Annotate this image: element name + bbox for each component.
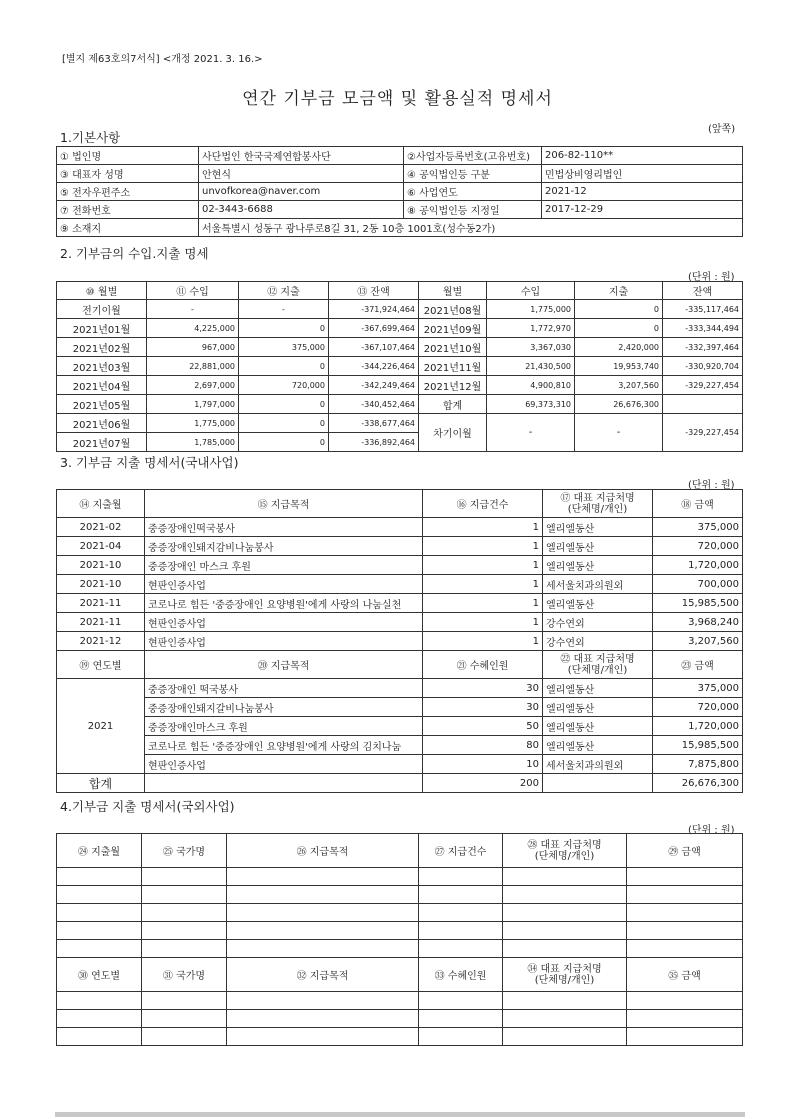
table-row: [57, 717, 743, 736]
table-row: [57, 698, 743, 717]
month-cell: 2021-11: [57, 594, 145, 613]
income-cell: 3,367,030: [487, 338, 575, 357]
purpose-cell: 중증장애인 떡국봉사: [145, 679, 423, 698]
empty-cell: [142, 992, 227, 1010]
table-row: [57, 679, 743, 698]
empty-cell: [419, 940, 503, 958]
empty-cell: [419, 1010, 503, 1028]
purpose-cell: 중증장애인돼지갈비나눔봉사: [145, 698, 423, 717]
balance-cell: -332,397,464: [663, 338, 743, 357]
header-line: ㉞ 대표 지급처명: [527, 963, 602, 975]
amount-cell: 700,000: [653, 575, 743, 594]
column-header: ㉜ 지급목적: [227, 958, 419, 992]
page-side-label: (앞쪽): [708, 124, 736, 135]
empty-cell: [419, 904, 503, 922]
field-label: ⑨ 소재지: [57, 219, 199, 237]
expense-cell: 0: [239, 395, 329, 414]
table-row: [57, 922, 743, 940]
empty-cell: [227, 992, 419, 1010]
amount-cell: 1,720,000: [653, 556, 743, 575]
field-label: ⑧ 공익법인등 지정일: [404, 201, 542, 219]
field-label: ④ 공익법인등 구분: [404, 165, 542, 183]
field-label: ⑤ 전자우편주소: [57, 183, 199, 201]
field-value: 02-3443-6688: [199, 201, 404, 219]
amount-cell: 3,207,560: [653, 632, 743, 651]
table-row: [57, 958, 743, 992]
field-value: 서울특별시 성동구 광나루로8길 31, 2동 10층 1001호(성수동2가): [199, 219, 743, 237]
empty-cell: [57, 992, 142, 1010]
field-value: 2017-12-29: [542, 201, 743, 219]
column-header: ㉙ 금액: [627, 834, 743, 868]
month-cell: 2021년04월: [57, 376, 147, 395]
amount-cell: 720,000: [653, 537, 743, 556]
purpose-cell: 현판인증사업: [145, 755, 423, 774]
purpose-cell: 코로나로 힘든 '중증장애인 요양병원'에게 사랑의 나눔실천: [145, 594, 423, 613]
domestic-expense-table: [56, 489, 743, 793]
income-cell: 1,775,000: [487, 300, 575, 319]
count-cell: 1: [423, 632, 543, 651]
total-recipient: [543, 774, 653, 793]
recipient-cell: 엘리엘동산: [543, 518, 653, 537]
field-value: 안현식: [199, 165, 404, 183]
field-value: 206-82-110**: [542, 147, 743, 165]
column-header: ⑪ 수입: [147, 282, 239, 300]
balance-cell: -342,249,464: [329, 376, 419, 395]
expense-cell: 3,207,560: [575, 376, 663, 395]
header-line: (단체명/개인): [567, 503, 628, 515]
empty-cell: [57, 886, 142, 904]
empty-cell: [142, 886, 227, 904]
table-row: [57, 338, 743, 357]
expense-cell: 26,676,300: [575, 395, 663, 414]
carry-over-expense: -: [575, 414, 663, 452]
recipient-cell: 강수연외: [543, 613, 653, 632]
income-cell: 1,797,000: [147, 395, 239, 414]
table-row: [57, 613, 743, 632]
column-header: ⑳ 지급목적: [145, 651, 423, 679]
balance-cell: -367,107,464: [329, 338, 419, 357]
month-cell: 2021년11월: [419, 357, 487, 376]
empty-cell: [627, 1028, 743, 1046]
expense-cell: 19,953,740: [575, 357, 663, 376]
expense-cell: -: [239, 300, 329, 319]
scan-edge: [55, 1112, 745, 1117]
form-number: [별지 제63호의7서식] <개정 2021. 3. 16.>: [62, 54, 263, 65]
income-cell: 967,000: [147, 338, 239, 357]
empty-cell: [503, 868, 627, 886]
amount-cell: 15,985,500: [653, 736, 743, 755]
expense-cell: 0: [239, 433, 329, 452]
empty-cell: [227, 1028, 419, 1046]
empty-cell: [57, 1010, 142, 1028]
balance-cell: -344,226,464: [329, 357, 419, 376]
balance-cell: -336,892,464: [329, 433, 419, 452]
field-value: 사단법인 한국국제연합봉사단: [199, 147, 404, 165]
month-cell: 2021년07월: [57, 433, 147, 452]
table-row: [57, 414, 743, 433]
balance-cell: -329,227,454: [663, 376, 743, 395]
total-label: 합계: [57, 774, 145, 793]
column-header: ㉔ 지출월: [57, 834, 142, 868]
empty-cell: [57, 922, 142, 940]
empty-cell: [503, 940, 627, 958]
balance-cell: -338,677,464: [329, 414, 419, 433]
table-row: [57, 834, 743, 868]
amount-cell: 1,720,000: [653, 717, 743, 736]
income-cell: -: [147, 300, 239, 319]
empty-cell: [57, 940, 142, 958]
column-header: ⑮ 지급목적: [145, 490, 423, 518]
table-row: [57, 736, 743, 755]
purpose-cell: 현판인증사업: [145, 575, 423, 594]
recipient-cell: 강수연외: [543, 632, 653, 651]
purpose-cell: 중증장애인 마스크 후원: [145, 556, 423, 575]
header-line: (단체명/개인): [534, 974, 595, 986]
year-cell: 2021: [57, 679, 145, 774]
table-row: [57, 632, 743, 651]
field-value: 민법상비영리법인: [542, 165, 743, 183]
empty-cell: [227, 1010, 419, 1028]
recipient-cell: 엘리엘동산: [543, 698, 653, 717]
count-cell: 1: [423, 613, 543, 632]
balance-cell: -333,344,494: [663, 319, 743, 338]
column-header: ⑭ 지출월: [57, 490, 145, 518]
month-cell: 2021년05월: [57, 395, 147, 414]
month-cell: 2021-11: [57, 613, 145, 632]
total-count: 200: [423, 774, 543, 793]
purpose-cell: 현판인증사업: [145, 632, 423, 651]
expense-cell: 0: [239, 319, 329, 338]
empty-cell: [503, 904, 627, 922]
purpose-cell: 현판인증사업: [145, 613, 423, 632]
recipient-cell: 엘리엘동산: [543, 717, 653, 736]
carry-over-balance: -329,227,454: [663, 414, 743, 452]
empty-cell: [627, 886, 743, 904]
empty-cell: [142, 1028, 227, 1046]
table-row: [57, 886, 743, 904]
empty-cell: [142, 904, 227, 922]
balance-cell: -330,920,704: [663, 357, 743, 376]
empty-cell: [419, 922, 503, 940]
table-row: [57, 395, 743, 414]
income-cell: 1,772,970: [487, 319, 575, 338]
field-value: 2021-12: [542, 183, 743, 201]
count-cell: 1: [423, 556, 543, 575]
month-cell: 2021년10월: [419, 338, 487, 357]
empty-cell: [227, 868, 419, 886]
amount-cell: 375,000: [653, 679, 743, 698]
table-row: [57, 282, 743, 300]
unit-label-s3: (단위 : 원): [688, 480, 735, 491]
table-row: [57, 904, 743, 922]
amount-cell: 375,000: [653, 518, 743, 537]
field-value: unvofkorea@naver.com: [199, 183, 404, 201]
expense-cell: 0: [575, 300, 663, 319]
balance-cell: -371,924,464: [329, 300, 419, 319]
table-row: [57, 1010, 743, 1028]
purpose-cell: 코로나로 힘든 '중증장애인 요양병원'에게 사랑의 김치나눔: [145, 736, 423, 755]
empty-cell: [503, 1028, 627, 1046]
month-cell: 2021년09월: [419, 319, 487, 338]
table-row: [57, 376, 743, 395]
count-cell: 1: [423, 594, 543, 613]
table-row: [57, 357, 743, 376]
table-row: [57, 490, 743, 518]
month-cell: 합계: [419, 395, 487, 414]
month-cell: 2021년08월: [419, 300, 487, 319]
empty-cell: [227, 922, 419, 940]
unit-label-s2: (단위 : 원): [688, 272, 735, 283]
month-cell: 2021-10: [57, 556, 145, 575]
empty-cell: [142, 922, 227, 940]
table-row: [57, 537, 743, 556]
month-cell: 2021년01월: [57, 319, 147, 338]
recipient-cell: 세서울치과의원외: [543, 575, 653, 594]
column-header: ⑫ 지출: [239, 282, 329, 300]
income-cell: 4,225,000: [147, 319, 239, 338]
month-cell: 2021-12: [57, 632, 145, 651]
column-header: ㉚ 연도별: [57, 958, 142, 992]
column-header: 월별: [419, 282, 487, 300]
field-label: ⑥ 사업연도: [404, 183, 542, 201]
table-row: [57, 755, 743, 774]
month-cell: 전기이월: [57, 300, 147, 319]
header-line: ㉒ 대표 지급처명: [560, 653, 635, 665]
empty-cell: [627, 868, 743, 886]
section4-title: 4.기부금 지출 명세서(국외사업): [60, 799, 235, 814]
empty-cell: [57, 904, 142, 922]
amount-cell: 15,985,500: [653, 594, 743, 613]
empty-cell: [503, 1010, 627, 1028]
month-cell: 2021년12월: [419, 376, 487, 395]
balance-cell: -367,699,464: [329, 319, 419, 338]
header-line: (단체명/개인): [534, 850, 595, 862]
income-cell: 2,697,000: [147, 376, 239, 395]
empty-cell: [627, 940, 743, 958]
column-header: ⑩ 월별: [57, 282, 147, 300]
table-row: [57, 575, 743, 594]
empty-cell: [503, 886, 627, 904]
empty-cell: [627, 992, 743, 1010]
empty-cell: [503, 922, 627, 940]
recipient-cell: 엘리엘동산: [543, 594, 653, 613]
overseas-expense-table: [56, 833, 743, 1046]
month-cell: 2021년02월: [57, 338, 147, 357]
table-row: [57, 518, 743, 537]
income-cell: 1,775,000: [147, 414, 239, 433]
empty-cell: [57, 868, 142, 886]
empty-cell: [142, 1010, 227, 1028]
count-cell: 1: [423, 537, 543, 556]
count-cell: 1: [423, 518, 543, 537]
beneficiary-count-cell: 30: [423, 679, 543, 698]
income-cell: 4,900,810: [487, 376, 575, 395]
column-header: 잔액: [663, 282, 743, 300]
column-header: [503, 958, 627, 992]
document-title: 연간 기부금 모금액 및 활용실적 명세서: [242, 89, 553, 109]
empty-cell: [419, 992, 503, 1010]
column-header: ㉓ 금액: [653, 651, 743, 679]
field-label: ②사업자등록번호(고유번호): [404, 147, 542, 165]
table-row: [57, 1028, 743, 1046]
column-header: ㉖ 지급목적: [227, 834, 419, 868]
empty-cell: [57, 1028, 142, 1046]
recipient-cell: 엘리엘동산: [543, 679, 653, 698]
amount-cell: 7,875,800: [653, 755, 743, 774]
column-header: [543, 490, 653, 518]
column-header: 지출: [575, 282, 663, 300]
unit-label-s4: (단위 : 원): [688, 825, 735, 836]
column-header: [543, 651, 653, 679]
table-row: [57, 319, 743, 338]
carry-over-income: -: [487, 414, 575, 452]
empty-cell: [627, 922, 743, 940]
column-header: ㉝ 수혜인원: [419, 958, 503, 992]
balance-cell: [663, 395, 743, 414]
month-cell: 2021-02: [57, 518, 145, 537]
expense-cell: 0: [239, 414, 329, 433]
total-purpose: [145, 774, 423, 793]
column-header: ⑯ 지급건수: [423, 490, 543, 518]
recipient-cell: 엘리엘동산: [543, 736, 653, 755]
field-label: ③ 대표자 성명: [57, 165, 199, 183]
beneficiary-count-cell: 50: [423, 717, 543, 736]
count-cell: 1: [423, 575, 543, 594]
recipient-cell: 엘리엘동산: [543, 556, 653, 575]
balance-cell: -340,452,464: [329, 395, 419, 414]
empty-cell: [419, 868, 503, 886]
table-row: [57, 651, 743, 679]
recipient-cell: 엘리엘동산: [543, 537, 653, 556]
column-header: ⑱ 금액: [653, 490, 743, 518]
table-row: [57, 556, 743, 575]
empty-cell: [419, 1028, 503, 1046]
column-header: 수입: [487, 282, 575, 300]
income-expense-table: [56, 281, 743, 452]
expense-cell: 0: [575, 319, 663, 338]
month-cell: 2021년06월: [57, 414, 147, 433]
empty-cell: [142, 940, 227, 958]
income-cell: 1,785,000: [147, 433, 239, 452]
column-header: ㉛ 국가명: [142, 958, 227, 992]
table-row: [57, 594, 743, 613]
table-row: [57, 868, 743, 886]
column-header: ㉑ 수혜인원: [423, 651, 543, 679]
header-line: ⑰ 대표 지급처명: [560, 492, 635, 504]
purpose-cell: 중증장애인떡국봉사: [145, 518, 423, 537]
empty-cell: [627, 1010, 743, 1028]
field-label: ⑦ 전화번호: [57, 201, 199, 219]
expense-cell: 720,000: [239, 376, 329, 395]
month-cell: 2021-10: [57, 575, 145, 594]
empty-cell: [419, 886, 503, 904]
table-row: [57, 940, 743, 958]
empty-cell: [142, 868, 227, 886]
expense-cell: 0: [239, 357, 329, 376]
income-cell: 69,373,310: [487, 395, 575, 414]
section1-title: 1.기본사항: [60, 130, 121, 145]
income-cell: 21,430,500: [487, 357, 575, 376]
month-cell: 2021년03월: [57, 357, 147, 376]
purpose-cell: 중증장애인마스크 후원: [145, 717, 423, 736]
column-header: ⑬ 잔액: [329, 282, 419, 300]
table-row: [57, 201, 743, 219]
column-header: ㉕ 국가명: [142, 834, 227, 868]
table-row: [57, 300, 743, 319]
column-header: [503, 834, 627, 868]
expense-cell: 2,420,000: [575, 338, 663, 357]
income-cell: 22,881,000: [147, 357, 239, 376]
beneficiary-count-cell: 30: [423, 698, 543, 717]
total-amount: 26,676,300: [653, 774, 743, 793]
amount-cell: 720,000: [653, 698, 743, 717]
header-line: ㉘ 대표 지급처명: [527, 839, 602, 851]
column-header: ㉗ 지급건수: [419, 834, 503, 868]
column-header: ⑲ 연도별: [57, 651, 145, 679]
table-row: [57, 165, 743, 183]
empty-cell: [627, 904, 743, 922]
table-row: [57, 992, 743, 1010]
section3-title: 3. 기부금 지출 명세서(국내사업): [60, 455, 239, 470]
recipient-cell: 세서울치과의원외: [543, 755, 653, 774]
purpose-cell: 중증장애인돼지감비나눔봉사: [145, 537, 423, 556]
header-line: (단체명/개인): [567, 664, 628, 676]
empty-cell: [227, 886, 419, 904]
amount-cell: 3,968,240: [653, 613, 743, 632]
section2-title: 2. 기부금의 수입.지출 명세: [60, 246, 209, 261]
month-cell: 2021-04: [57, 537, 145, 556]
carry-over-label: 차기이월: [419, 414, 487, 452]
basic-info-table: [56, 146, 743, 237]
beneficiary-count-cell: 10: [423, 755, 543, 774]
balance-cell: -335,117,464: [663, 300, 743, 319]
table-row: [57, 219, 743, 237]
empty-cell: [503, 992, 627, 1010]
expense-cell: 375,000: [239, 338, 329, 357]
empty-cell: [227, 940, 419, 958]
table-row: [57, 183, 743, 201]
empty-cell: [227, 904, 419, 922]
table-row: [57, 774, 743, 793]
beneficiary-count-cell: 80: [423, 736, 543, 755]
column-header: ㉟ 금액: [627, 958, 743, 992]
table-row: [57, 147, 743, 165]
field-label: ① 법인명: [57, 147, 199, 165]
